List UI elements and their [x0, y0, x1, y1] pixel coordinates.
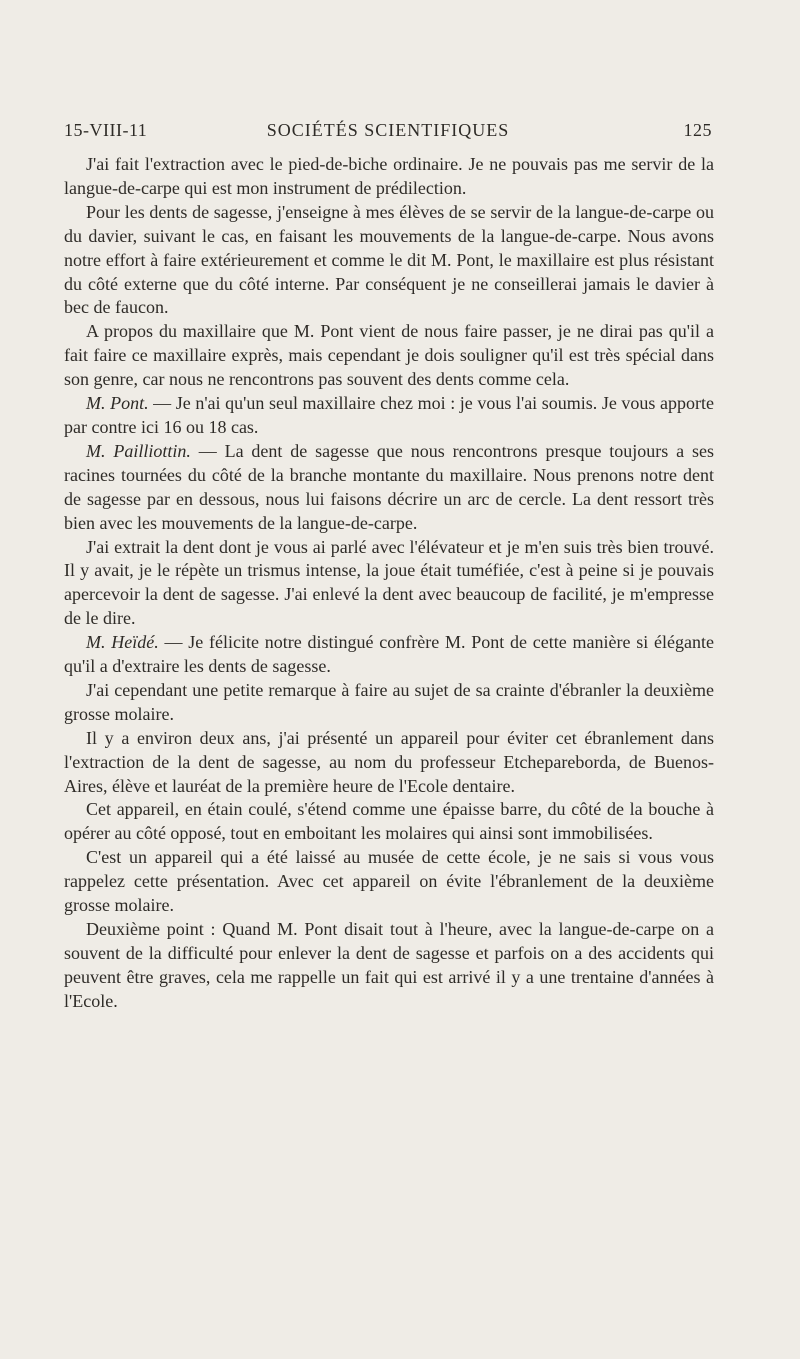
paragraph-11	[64, 846, 714, 918]
paragraph-text: Il y a environ deux ans, j'ai présenté un appareil pour éviter cet ébranlement dans l'extraction de la dent de sagesse, au nom du professeur Etchepareborda, de Buenos-Aires, élève et lauréat de la première heure de l'Ecole dentaire.	[64, 727, 714, 796]
paragraph-text: Pour les dents de sagesse, j'enseigne à mes élèves de se servir de la langue-de-carpe ou du davier, suivant le cas, en faisant les mouvements de la langue-de-carpe. Nous avons notre effort à faire extérieurement et comme le dit M. Pont, le maxillaire est plus résistant du côté externe que du côté interne. Par conséquent je ne conseillerai jamais le davier à bec de faucon.	[64, 201, 714, 318]
paragraph-10	[64, 798, 714, 846]
paragraph-text: C'est un appareil qui a été laissé au musée de cette école, je ne sais si vous vous rappelez cette présentation. Avec cet appareil on évite l'ébranlement de la deuxième grosse molaire.	[64, 847, 714, 916]
paragraph-8	[64, 679, 714, 727]
paragraph-text: J'ai fait l'extraction avec le pied-de-biche ordinaire. Je ne pouvais pas me servir de la langue-de-carpe qui est mon instrument de prédilection.	[64, 154, 714, 198]
paragraph-text: Deuxième point : Quand M. Pont disait tout à l'heure, avec la langue-de-carpe on a souvent de la difficulté pour enlever la dent de sagesse et parfois on a des accidents qui peuvent être graves, cela me rappelle un fait qui est arrivé il y a une trentaine d'années à l'Ecole.	[64, 919, 714, 1011]
body-text	[64, 153, 714, 1014]
speaker-name: M. Heïdé.	[86, 632, 159, 653]
speaker-name: M. Pailliottin.	[86, 440, 191, 461]
paragraph-text: — La dent de sagesse que nous rencontrons presque toujours a ses racines tournées du côté de la branche montante du maxillaire. Nous prenons notre dent de sagesse par en dessous, nous lui faisons décrire un arc de cercle. La dent ressort très bien avec les mouvements de la langue-de-carpe.	[64, 440, 714, 533]
paragraph-text: J'ai extrait la dent dont je vous ai parlé avec l'élévateur et je m'en suis très bien trouvé. Il y avait, je le répète un trismus intense, la joue était tuméfiée, c'est à peine si je pouvais apercevoir la dent de sagesse. J'ai enlevé la dent avec beaucoup de facilité, je m'empresse de le dire.	[64, 536, 714, 629]
paragraph-text: J'ai cependant une petite remarque à faire au sujet de sa crainte d'ébranler la deuxième grosse molaire.	[64, 679, 714, 724]
running-head-date: 15-VIII-11	[64, 120, 148, 140]
running-head	[64, 120, 712, 144]
page-number: 125	[683, 120, 712, 140]
paragraph-3	[64, 320, 714, 392]
paragraph-5	[64, 440, 714, 536]
paragraph-1	[64, 153, 714, 201]
paragraph-12	[64, 918, 714, 1014]
paragraph-7	[64, 631, 714, 679]
paragraph-2	[64, 201, 714, 321]
paragraph-6	[64, 536, 714, 632]
paragraph-text: — Je félicite notre distingué confrère M. Pont de cette manière si élégante qu'il a d'extraire les dents de sagesse.	[64, 632, 714, 677]
paragraph-9	[64, 727, 714, 799]
paragraph-4	[64, 392, 714, 440]
running-head-title: SOCIÉTÉS SCIENTIFIQUES	[266, 120, 510, 140]
speaker-name: M. Pont.	[86, 393, 149, 414]
paragraph-text: Cet appareil, en étain coulé, s'étend comme une épaisse barre, du côté de la bouche à opérer au côté opposé, tout en emboitant les molaires qui ainsi sont immobilisées.	[64, 799, 714, 844]
paragraph-text: — Je n'ai qu'un seul maxillaire chez moi : je vous l'ai soumis. Je vous apporte par contre ici 16 ou 18 cas.	[64, 393, 714, 437]
paragraph-text: A propos du maxillaire que M. Pont vient de nous faire passer, je ne dirai pas qu'il a fait faire ce maxillaire exprès, mais cependant je dois souligner qu'il est très spécial dans son genre, car nous ne rencontrons pas souvent des dents comme cela.	[64, 321, 714, 390]
